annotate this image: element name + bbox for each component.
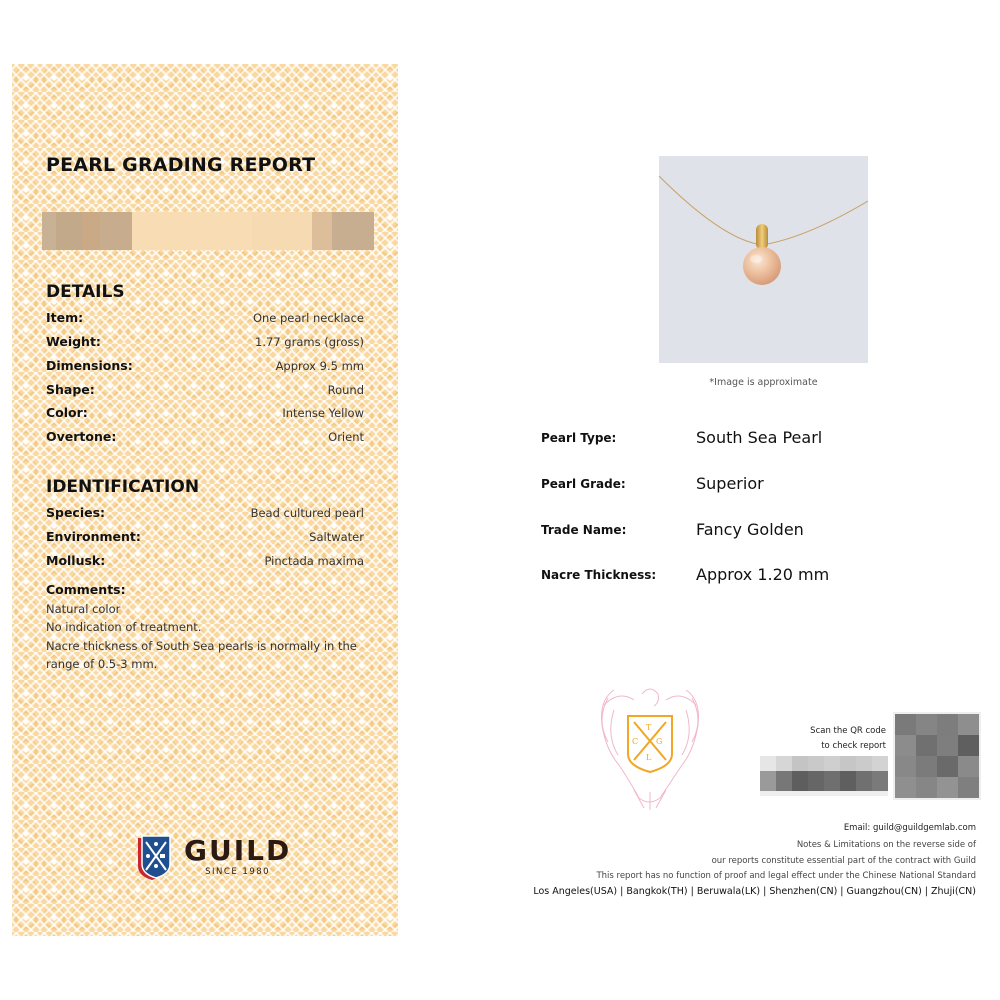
guild-brand-name: GUILD <box>184 834 292 867</box>
trade-name-label: Trade Name: <box>541 523 627 537</box>
report-title: PEARL GRADING REPORT <box>46 154 316 176</box>
detail-label: Item: <box>46 310 84 325</box>
pearl-type-value: South Sea Pearl <box>696 428 823 447</box>
detail-value: Intense Yellow <box>282 406 364 420</box>
detail-value: Orient <box>328 430 364 444</box>
detail-row-shape <box>46 382 364 398</box>
detail-value: Approx 9.5 mm <box>275 359 364 373</box>
ident-value: Pinctada maxima <box>264 554 364 568</box>
detail-value: One pearl necklace <box>252 311 364 325</box>
identification-heading: IDENTIFICATION <box>46 477 200 497</box>
notes-line-1: Notes & Limitations on the reverse side of <box>796 840 976 850</box>
notes-line-2: our reports constitute essential part of the contract with Guild <box>711 856 976 866</box>
guild-shield-icon <box>134 832 174 882</box>
detail-row-overtone <box>46 429 364 445</box>
svg-text:G: G <box>656 737 663 746</box>
detail-row-dimensions <box>46 358 364 374</box>
detail-label: Overtone: <box>46 429 117 444</box>
svg-text:C: C <box>632 737 639 746</box>
details-heading: DETAILS <box>46 282 125 302</box>
pearl-grade-label: Pearl Grade: <box>541 477 626 491</box>
office-locations: Los Angeles(USA) | Bangkok(TH) | Beruwala(LK) | Shenzhen(CN) | Guangzhou(CN) | Zhuji(CN) <box>533 886 976 897</box>
ident-label: Environment: <box>46 529 141 544</box>
guild-since: SINCE 1980 <box>205 867 271 877</box>
ident-row-mollusk <box>46 553 364 569</box>
detail-row-weight <box>46 334 364 350</box>
detail-label: Shape: <box>46 382 95 397</box>
detail-label: Color: <box>46 405 88 420</box>
redacted-report-number <box>42 212 374 250</box>
ident-label: Species: <box>46 505 106 520</box>
scan-line-2: to check report <box>821 741 886 751</box>
comment-line: Nacre thickness of South Sea pearls is normally in the <box>46 639 357 653</box>
detail-label: Weight: <box>46 334 101 349</box>
comment-line: range of 0.5-3 mm. <box>46 657 158 671</box>
ident-label: Mollusk: <box>46 553 106 568</box>
svg-text:T: T <box>646 723 652 732</box>
scan-instructions <box>760 724 886 754</box>
contact-email: Email: guild@guildgemlab.com <box>843 823 976 833</box>
ident-row-species <box>46 505 364 521</box>
scan-line-1: Scan the QR code <box>810 726 886 736</box>
ident-value: Saltwater <box>309 530 364 544</box>
ident-value: Bead cultured pearl <box>250 506 364 520</box>
nacre-thickness-label: Nacre Thickness: <box>541 568 657 582</box>
trade-name-value: Fancy Golden <box>696 520 804 539</box>
image-caption: *Image is approximate <box>709 377 818 388</box>
guild-logo <box>134 832 291 882</box>
detail-row-color <box>46 405 364 421</box>
detail-value: 1.77 grams (gross) <box>255 335 364 349</box>
redacted-qr-code[interactable] <box>893 712 981 800</box>
ident-row-environment <box>46 529 364 545</box>
comments-label: Comments: <box>46 582 126 597</box>
pearl-type-label: Pearl Type: <box>541 431 617 445</box>
grading-report-card <box>12 64 398 936</box>
pearl-necklace-image <box>659 156 868 363</box>
comment-line: Natural color <box>46 602 121 616</box>
pearl-grade-value: Superior <box>696 474 764 493</box>
disclaimer: This report has no function of proof and legal effect under the Chinese National Standard <box>596 871 976 881</box>
redacted-barcode <box>760 756 888 796</box>
detail-label: Dimensions: <box>46 358 133 373</box>
nacre-thickness-value: Approx 1.20 mm <box>696 565 830 584</box>
detail-value: Round <box>327 383 364 397</box>
eagle-crest-icon <box>594 680 706 810</box>
detail-row-item <box>46 310 364 326</box>
svg-text:L: L <box>646 753 652 762</box>
comment-line: No indication of treatment. <box>46 620 202 634</box>
